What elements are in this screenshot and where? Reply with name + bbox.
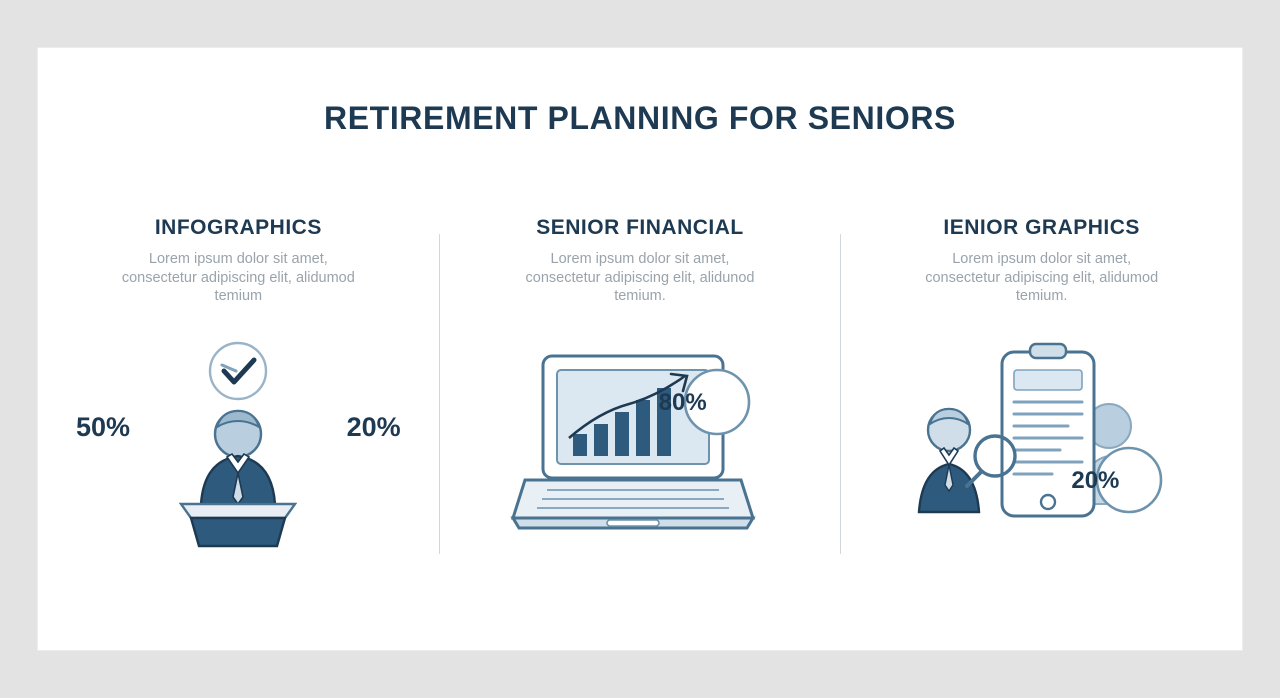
column-title: INFOGRAPHICS xyxy=(154,216,322,239)
slide-canvas xyxy=(38,48,1242,650)
column-artwork xyxy=(855,334,1228,584)
column-senior-financial xyxy=(440,216,841,584)
stat-badge: 80% xyxy=(658,388,707,416)
stat-right: 20% xyxy=(346,411,401,442)
column-title: IENIOR GRAPHICS xyxy=(943,216,1140,239)
column-ienior-graphics xyxy=(841,216,1242,584)
column-title: SENIOR FINANCIAL xyxy=(536,216,744,239)
column-description: Lorem ipsum dolor sit amet, consectetur adipiscing elit, alidumod temium xyxy=(121,251,355,305)
columns-container xyxy=(38,216,1242,584)
check-badge-icon xyxy=(210,343,266,399)
column-description: Lorem ipsum dolor sit amet, consectetur adipiscing elit, alidunod temium. xyxy=(525,251,755,305)
businessman-podium-icon xyxy=(123,334,353,564)
clipboard-document-icon xyxy=(897,334,1187,564)
page-title: RETIREMENT PLANNING FOR SENIORS xyxy=(324,100,956,136)
column-description: Lorem ipsum dolor sit amet, consectetur adipiscing elit, alidumod temium. xyxy=(925,251,1159,305)
column-artwork xyxy=(52,334,425,584)
column-artwork xyxy=(454,334,827,584)
column-infographics xyxy=(38,216,439,584)
stat-badge: 20% xyxy=(1071,466,1120,494)
stat-left: 50% xyxy=(76,411,131,442)
laptop-bar-chart-icon xyxy=(495,334,785,564)
